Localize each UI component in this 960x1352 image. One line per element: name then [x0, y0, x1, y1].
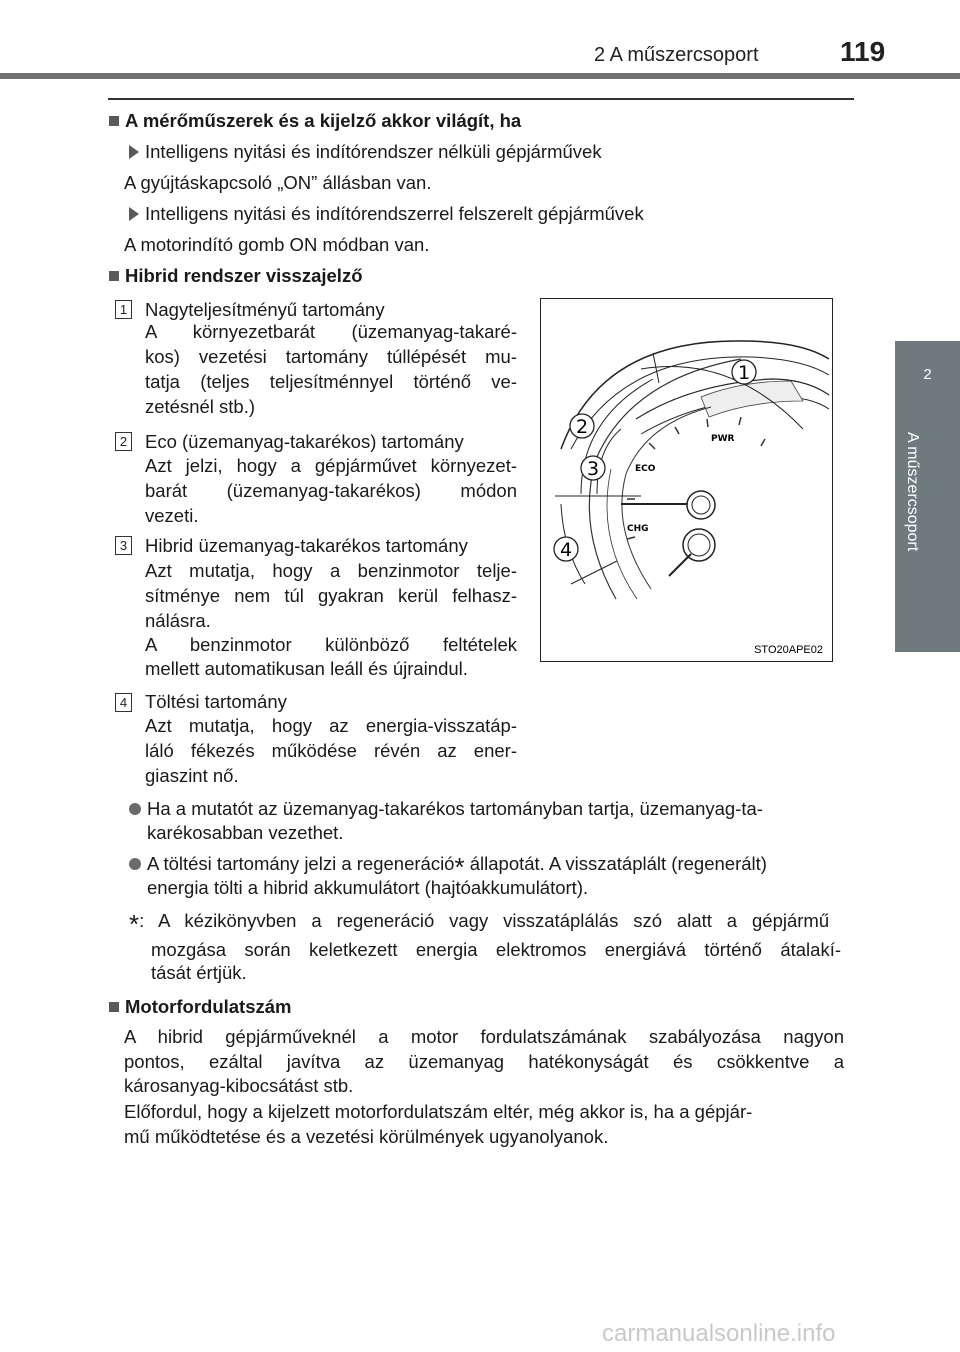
chg-label: CHG	[627, 524, 649, 534]
page-number: 119	[840, 36, 886, 67]
vehicle-type-item: Intelligens nyitási és indítórendszer nélküli gépjárművek	[129, 141, 602, 163]
hybrid-indicator-gauge	[541, 299, 832, 661]
header-rule	[0, 73, 960, 79]
footnote-line: *: A kézikönyvben a regeneráció vagy visszatáplálás szó alatt a gépjármű	[129, 909, 830, 939]
item-title: Töltési tartomány	[145, 691, 287, 712]
item-number-4: 4	[115, 693, 132, 712]
item-title: Nagyteljesítményű tartomány	[145, 299, 385, 320]
section-heading-hybrid: Hibrid rendszer visszajelző	[109, 265, 363, 287]
item-line: Azt jelzi, hogy a gépjárművet környezet-	[145, 455, 517, 476]
item-line: vezeti.	[145, 505, 199, 526]
top-rule	[108, 98, 854, 100]
paragraph: A motorindító gomb ON módban van.	[124, 234, 430, 255]
item-line: A benzinmotor különböző feltételek	[145, 634, 517, 655]
watermark: carmanualsonline.info	[602, 1320, 836, 1347]
bullet-continuation: energia tölti a hibrid akkumulátort (hajtóakkumulátort).	[147, 877, 589, 898]
pwr-label: PWR	[711, 434, 735, 444]
item-line: kos) vezetési tartomány túllépését mu-	[145, 346, 517, 367]
item-title: Eco (üzemanyag-takarékos) tartomány	[145, 431, 464, 452]
callout-2: 2	[575, 416, 589, 438]
footnote-line: tását értjük.	[151, 962, 247, 983]
item-line: nálásra.	[145, 610, 211, 631]
paragraph-line: károsanyag-kibocsátást stb.	[124, 1075, 354, 1096]
item-number-1: 1	[115, 300, 132, 319]
square-bullet-icon	[109, 1002, 119, 1012]
paragraph-line: A hibrid gépjárműveknél a motor fordulatszámának szabályozása nagyon	[124, 1026, 844, 1047]
bullet-continuation: karékosabban vezethet.	[147, 822, 344, 843]
item-line: Azt mutatja, hogy az energia-visszatáp-	[145, 715, 517, 736]
item-line: tatja (teljes teljesítménnyel történő ve-	[145, 371, 517, 392]
square-bullet-icon	[109, 116, 119, 126]
side-tab-label: A műszercsoport	[904, 432, 921, 552]
item-number-3: 3	[115, 536, 132, 555]
bullet-item: Ha a mutatót az üzemanyag-takarékos tartományban tartja, üzemanyag-ta-	[129, 798, 763, 820]
item-line: láló fékezés működése révén az ener-	[145, 740, 517, 761]
callout-1: 1	[737, 362, 751, 384]
triangle-bullet-icon	[129, 145, 139, 159]
item-number-2: 2	[115, 432, 132, 451]
paragraph-line: pontos, ezáltal javítva az üzemanyag hatékonyságát és csökkentve a	[124, 1051, 844, 1072]
eco-label: ECO	[635, 464, 656, 474]
item-line: sítménye nem túl gyakran kerül felhasz-	[145, 585, 517, 606]
item-line: giaszint nő.	[145, 765, 239, 786]
paragraph: A gyújtáskapcsoló „ON” állásban van.	[124, 172, 432, 193]
item-line: barát (üzemanyag-takarékos) módon	[145, 480, 517, 501]
paragraph-line: Előfordul, hogy a kijelzett motorfordulatszám eltér, még akkor is, ha a gépjár-	[124, 1101, 753, 1122]
hybrid-indicator-figure	[540, 298, 833, 662]
vehicle-type-item: Intelligens nyitási és indítórendszerrel felszerelt gépjárművek	[129, 203, 644, 225]
square-bullet-icon	[109, 271, 119, 281]
item-line: mellett automatikusan leáll és újraindul.	[145, 658, 468, 679]
callout-4: 4	[559, 539, 573, 561]
chapter-title: 2 A műszercsoport	[594, 44, 759, 66]
footnote-line: mozgása során keletkezett energia elektromos energiává történő átalakí-	[151, 939, 841, 960]
bullet-item: A töltési tartomány jelzi a regeneráció* állapotát. A visszatáplált (regenerált)	[129, 853, 767, 875]
round-bullet-icon	[129, 803, 141, 815]
paragraph-line: mű működtetése és a vezetési körülmények ugyanolyanok.	[124, 1126, 609, 1147]
triangle-bullet-icon	[129, 207, 139, 221]
side-tab-number: 2	[923, 366, 932, 383]
item-line: zetésnél stb.)	[145, 396, 256, 417]
figure-code: STO20APE02	[754, 644, 823, 656]
section-heading-rpm: Motorfordulatszám	[109, 996, 292, 1018]
item-line: Azt mutatja, hogy a benzinmotor telje-	[145, 560, 517, 581]
callout-3: 3	[586, 458, 600, 480]
round-bullet-icon	[129, 858, 141, 870]
item-line: A környezetbarát (üzemanyag-takaré-	[145, 321, 517, 342]
section-heading-gauges: A mérőműszerek és a kijelző akkor világít, ha	[109, 110, 521, 132]
item-title: Hibrid üzemanyag-takarékos tartomány	[145, 535, 468, 556]
